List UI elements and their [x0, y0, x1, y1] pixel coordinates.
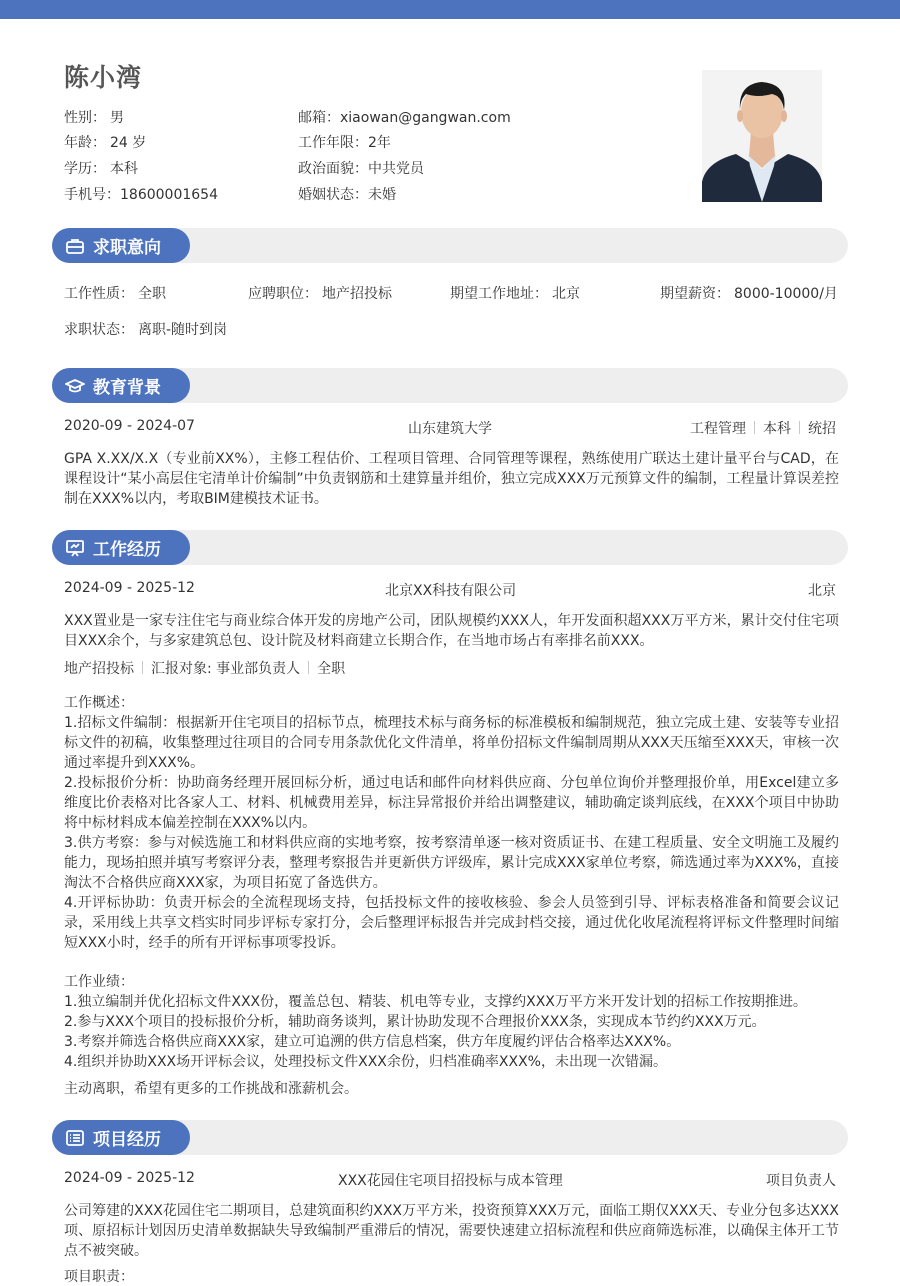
- briefcase-icon: [65, 236, 85, 256]
- work-overview-item: 3.供方考察：参与对候选施工和材料供应商的实地考察，按考察清单逐一核对资质证书、在建工程质量、安全文明施工及履约能力，现场拍照并填写考察评分表，整理考察报告并更新供方评级库，累计完成XXX家单位考察，筛选通过率为XXX%，直接淘汰不合格供应商XXX家，为项目拓宽了备选供方。: [64, 835, 839, 891]
- work-achievement-item: 4.组织并协助XXX场开评标会议，处理投标文件XXX余份，归档准确率XXX%，未出现一次错漏。: [64, 1054, 667, 1070]
- education-meta: 工程管理 本科 统招: [690, 421, 836, 437]
- work-achievement-item: 3.考察并筛选合格供应商XXX家，建立可追溯的供方信息档案，供方年度履约评估合格率达XXX%。: [64, 1034, 681, 1050]
- intent-salary: 期望薪资： 8000-10000/月: [660, 286, 838, 302]
- project-period: 2024-09 - 2025-12: [64, 1170, 195, 1186]
- project-duties-title: 项目职责：: [64, 1269, 134, 1285]
- info-education: 学历： 本科: [64, 161, 138, 177]
- work-overview: [64, 693, 839, 953]
- info-phone: 手机号：18600001654: [64, 187, 218, 203]
- work-overview-item: 4.开评标协助：负责开标会的全流程现场支持，包括投标文件的接收核验、参会人员签到引导、评标表格准备和简要会议记录，采用线上共享文档实时同步评标专家打分，会后整理评标报告并完成封档交接，通过优化收尾流程将评标文件整理时间缩短XXX小时，经手的所有开评标事项零投诉。: [64, 895, 839, 951]
- work-achievement-item: 1.独立编制并优化招标文件XXX份，覆盖总包、精装、机电等专业，支撑约XXX万平方米开发计划的招标工作按期推进。: [64, 994, 807, 1010]
- work-period: 2024-09 - 2025-12: [64, 580, 195, 596]
- work-achievements-title: 工作业绩：: [64, 974, 134, 990]
- work-leave-reason: 主动离职，希望有更多的工作挑战和涨薪机会。: [64, 1081, 358, 1097]
- info-email: 邮箱：xiaowan@gangwan.com: [298, 110, 511, 126]
- work-tags: 地产招投标 汇报对象: 事业部负责人 全职: [64, 661, 346, 677]
- education-period: 2020-09 - 2024-07: [64, 418, 195, 434]
- intent-position: 应聘职位： 地产招投标: [248, 286, 392, 302]
- intent-status: 求职状态： 离职-随时到岗: [64, 322, 228, 338]
- graduation-cap-icon: [65, 376, 85, 396]
- project-name: XXX花园住宅项目招投标与成本管理: [338, 1173, 563, 1189]
- intent-location: 期望工作地址： 北京: [450, 286, 580, 302]
- education-school: 山东建筑大学: [408, 421, 492, 437]
- section-header-education: 教育背景: [52, 368, 190, 403]
- work-overview-item: 2.投标报价分析：协助商务经理开展回标分析，通过电话和邮件向材料供应商、分包单位询价并整理报价单，用Excel建立多维度比价表格对比各家人工、材料、机械费用差异，标注异常报价并给出调整建议，辅助确定谈判底线，在XXX个项目中协助将中标材料成本偏差控制在XXX%以内。: [64, 775, 839, 831]
- project-description: 公司筹建的XXX花园住宅二期项目，总建筑面积约XXX万平方米，投资预算XXX万元，面临工期仅XXX天、专业分包多达XXX项、原招标计划因历史清单数据缺失导致编制严重滞后的情况，需要快速建立招标流程和供应商筛选标准，以确保主体开工节点不被突破。: [64, 1203, 839, 1259]
- work-company-intro: XXX置业是一家专注住宅与商业综合体开发的房地产公司，团队规模约XXX人，年开发面积超XXX万平方米，累计交付住宅项目XXX余个，与多家建筑总包、设计院及材料商建立长期合作，在当地市场占有率排名前XXX。: [64, 613, 839, 649]
- project-role: 项目负责人: [766, 1173, 836, 1189]
- work-achievements: [64, 972, 839, 1072]
- info-work-years: 工作年限：2年: [298, 135, 391, 151]
- presentation-board-icon: [65, 538, 85, 558]
- top-accent-bar: [0, 0, 900, 19]
- section-header-project: 项目经历: [52, 1120, 190, 1155]
- info-political-status: 政治面貌：中共党员: [298, 161, 424, 177]
- work-company: 北京XX科技有限公司: [385, 583, 517, 599]
- work-overview-item: 1.招标文件编制：根据新开住宅项目的招标节点，梳理技术标与商务标的标准模板和编制规范，独立完成土建、安装等专业招标文件的初稿，收集整理过往项目的合同专用条款优化文件清单，将单份招标文件编制周期从XXX天压缩至XXX天，审核一次通过率提升到XXX%。: [64, 715, 839, 771]
- intent-job-type: 工作性质： 全职: [64, 286, 166, 302]
- info-age: 年龄： 24 岁: [64, 135, 147, 151]
- section-header-work: 工作经历: [52, 530, 190, 565]
- candidate-name: 陈小湾: [64, 63, 143, 92]
- info-gender: 性别： 男: [64, 110, 124, 126]
- info-marital-status: 婚姻状态：未婚: [298, 187, 396, 203]
- work-overview-title: 工作概述：: [64, 695, 134, 711]
- list-icon: [65, 1128, 85, 1148]
- work-achievement-item: 2.参与XXX个项目的投标报价分析，辅助商务谈判，累计协助发现不合理报价XXX条，实现成本节约约XXX万元。: [64, 1014, 766, 1030]
- education-description: GPA X.XX/X.X（专业前XX%），主修工程估价、工程项目管理、合同管理等课程，熟练使用广联达土建计量平台与CAD，在课程设计“某小高层住宅清单计价编制”中负责钢筋和土建算量并组价，独立完成XXX万元预算文件的编制，工程量计算误差控制在XXX%以内，考取BIM建模技术证书。: [64, 451, 839, 507]
- profile-photo: [702, 70, 822, 202]
- work-city: 北京: [808, 583, 836, 599]
- section-header-intent: 求职意向: [52, 228, 190, 263]
